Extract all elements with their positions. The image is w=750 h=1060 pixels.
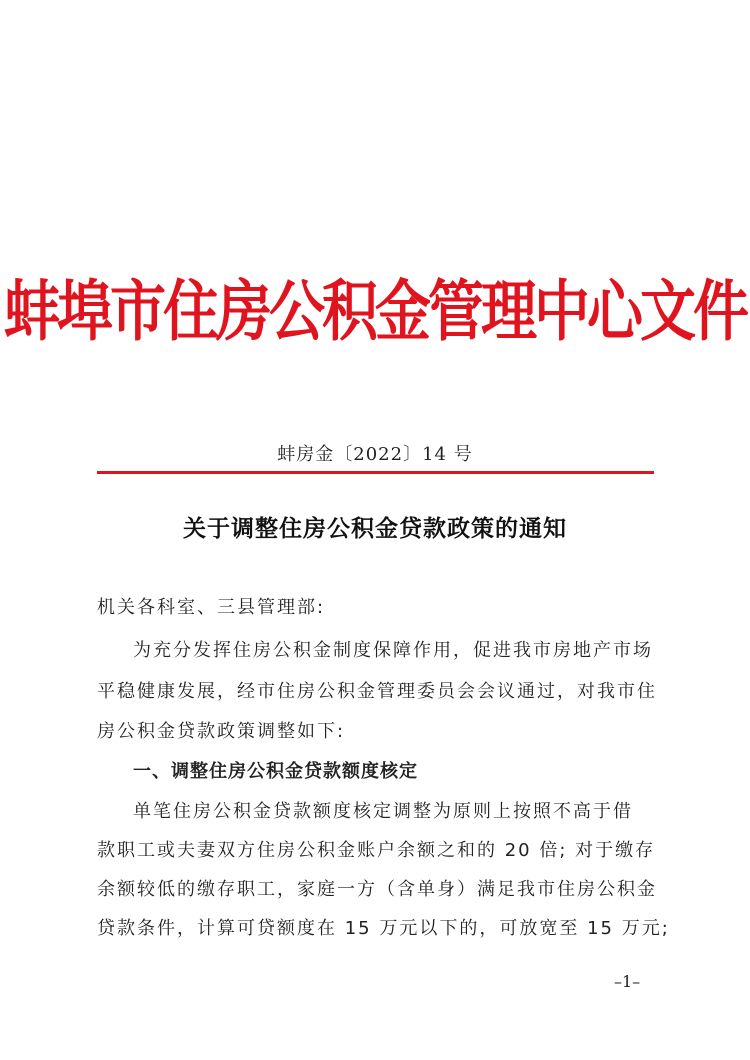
paragraph-line: 单笔住房公积金贷款额度核定调整为原则上按照不高于借 [133,801,633,822]
page-number: –1– [614,972,641,991]
notice-title: 关于调整住房公积金贷款政策的通知 [183,515,567,542]
paragraph-line: 平稳健康发展，经市住房公积金管理委员会会议通过，对我市住 [97,681,657,702]
paragraph-line: 款职工或夫妻双方住房公积金账户余额之和的 20 倍; 对于缴存 [97,840,656,861]
section-heading: 一、调整住房公积金贷款额度核定 [133,761,418,782]
paragraph-line: 贷款条件，计算可贷额度在 15 万元以下的，可放宽至 15 万元; [97,918,670,939]
salutation: 机关各科室、三县管理部: [97,597,326,618]
document-header-title: 蚌埠市住房公积金管理中心文件 [4,274,746,351]
paragraph-line: 为充分发挥住房公积金制度保障作用，促进我市房地产市场 [133,640,653,661]
document-number: 蚌房金〔2022〕14 号 [277,444,473,465]
red-divider-line [97,471,654,474]
paragraph-line: 余额较低的缴存职工，家庭一方（含单身）满足我市住房公积金 [97,879,657,900]
paragraph-line: 房公积金贷款政策调整如下: [97,721,346,742]
